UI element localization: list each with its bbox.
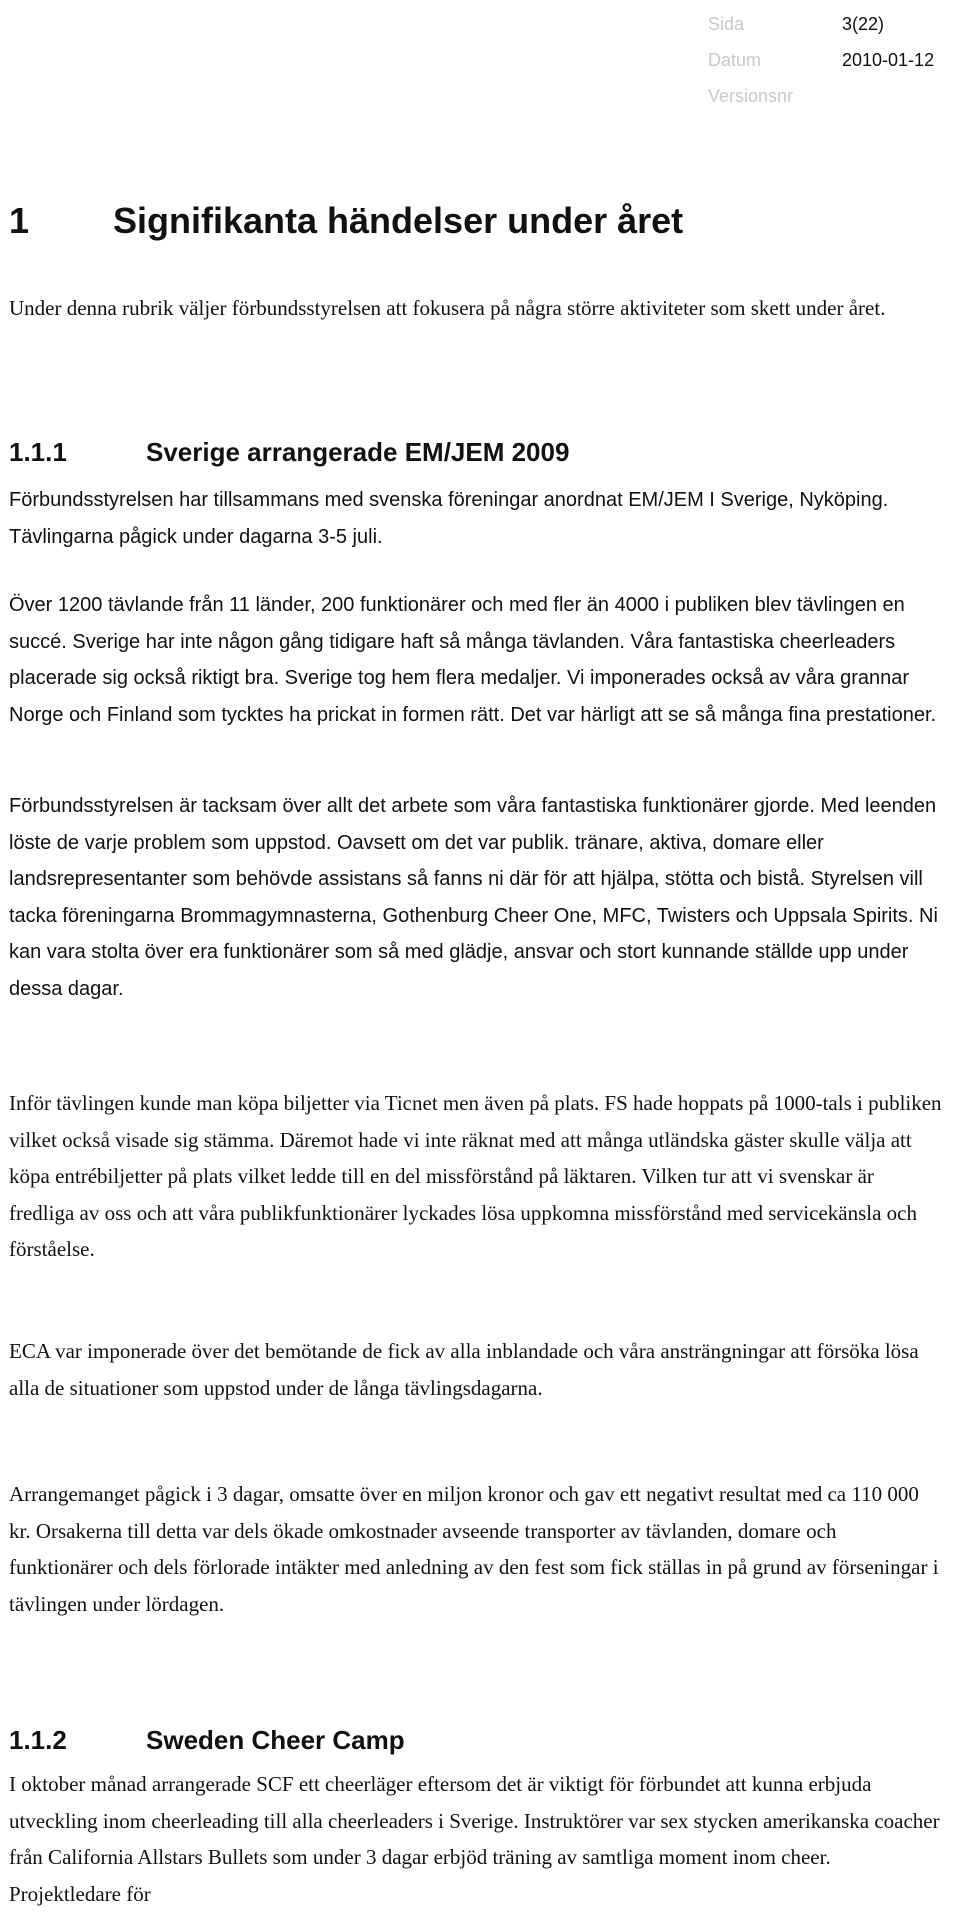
- paragraph-ticket-sales: Inför tävlingen kunde man köpa biljetter via Ticnet men även på plats. FS hade hoppats på 1000-tals i publiken vilket också visade sig stämma. Däremot hade vi inte räknat med att många utländska gäster skulle välja att köpa entrébiljetter på plats vilket ledde till en del missförstånd på läktaren. Vilken tur att vi svenskar är fredliga av oss och att våra publikfunktionärer lyckades lösa uppkomna missförstånd med servicekänsla och förståelse.: [9, 1091, 942, 1261]
- date-label: Datum: [708, 49, 762, 70]
- version-row: [708, 78, 934, 114]
- section-1-1-1-number: 1.1.1: [9, 437, 67, 467]
- section-1-1-1-heading: [9, 437, 569, 468]
- page-number: 3(22): [842, 13, 885, 34]
- section-1-1-2-heading: [9, 1725, 405, 1756]
- section-1-1-2-title: Sweden Cheer Camp: [146, 1725, 405, 1755]
- paragraph-eca-feedback: ECA var imponerade över det bemötande de fick av alla inblandade och våra ansträngningar att försöka lösa alla de situationer som uppstod under de långa tävlingsdagarna.: [9, 1339, 919, 1400]
- section-1-1-1-title: Sverige arrangerade EM/JEM 2009: [146, 437, 570, 467]
- section-1-intro: Under denna rubrik väljer förbundsstyrelsen att fokusera på några större aktiviteter som skett under året.: [9, 296, 886, 320]
- section-1-heading: [9, 200, 683, 242]
- paragraph-volunteer-thanks: Förbundsstyrelsen är tacksam över allt det arbete som våra fantastiska funktionärer gjorde. Med leenden löste de varje problem som uppstod. Oavsett om det var publik. tränare, aktiva, domare eller landsrepresentanter som behövde assistans så fanns ni där för att hjälpa, stötta och bistå. Styrelsen vill tacka föreningarna Brommagymnasterna, Gothenburg Cheer One, MFC, Twisters och Uppsala Spirits. Ni kan vara stolta över era funktionärer som så med glädje, ansvar och stort kunnande ställde upp under dessa dagar.: [9, 795, 938, 1000]
- paragraph-em-arrangement: Förbundsstyrelsen har tillsammans med svenska föreningar anordnat EM/JEM I Sverige, Nyköping. Tävlingarna pågick under dagarna 3-5 juli.: [9, 489, 889, 548]
- section-1-1-2-number: 1.1.2: [9, 1725, 67, 1755]
- paragraph-financial-result: Arrangemanget pågick i 3 dagar, omsatte över en miljon kronor och gav ett negativt resultat med ca 110 000 kr. Orsakerna till detta var dels ökade omkostnader avseende transporter av tävlanden, domare och funktionärer och dels förlorade intäkter med anledning av den fest som fick ställas in på grund av förseningar i tävlingen under lördagen.: [9, 1482, 939, 1616]
- page-label: Sida: [708, 13, 745, 34]
- page-number-row: [708, 6, 934, 42]
- section-1-title: Signifikanta händelser under året: [113, 200, 684, 241]
- paragraph-competition-success: Över 1200 tävlande från 11 länder, 200 funktionärer och med fler än 4000 i publiken blev tävlingen en succé. Sverige har inte någon gång tidigare haft så många tävlanden. Våra fantastiska cheerleaders placerade sig också riktigt bra. Sverige tog hem flera medaljer. Vi imponerades också av våra grannar Norge och Finland som tycktes ha prickat in formen rätt. Det var härligt att se så många fina prestationer.: [9, 594, 937, 726]
- document-date: 2010-01-12: [842, 49, 935, 70]
- document-header: [708, 6, 934, 114]
- section-1-number: 1: [9, 200, 30, 241]
- version-label: Versionsnr: [708, 85, 794, 106]
- date-row: [708, 42, 934, 78]
- paragraph-cheer-camp: I oktober månad arrangerade SCF ett cheerläger eftersom det är viktigt för förbundet att kunna erbjuda utveckling inom cheerleading till alla cheerleaders i Sverige. Instruktörer var sex stycken amerikanska coacher från California Allstars Bullets som under 3 dagar erbjöd träning av samtliga moment inom cheer. Projektledare för: [9, 1772, 940, 1906]
